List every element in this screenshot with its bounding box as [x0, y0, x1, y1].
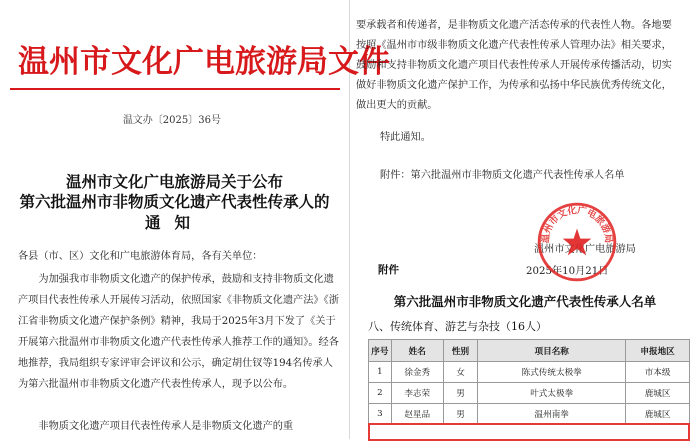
official-seal-icon [535, 200, 619, 284]
attachment-reference: 附件：第六批温州市非物质文化遗产代表性传承人名单 [380, 170, 625, 181]
svg-text:温州市文化广电旅游局: 温州市文化广电旅游局 [540, 205, 614, 244]
header-region: 申报地区 [626, 340, 690, 362]
closing-notice: 特此通知。 [380, 132, 431, 143]
cell-index: 3 [369, 404, 392, 425]
body-paragraph-2: 非物质文化遗产项目代表性传承人是非物质文化遗产的重 [38, 421, 294, 432]
document-header: 温州市文化广电旅游局文件 [18, 44, 390, 80]
continued-paragraph: 要承载者和传递者，是非物质文化遗产活态传承的代表性人物。各地要按照《温州市市级非物质文化遗产代表性传承人管理办法》相关要求，鼓励和支持非物质文化遗产项目代表性传承人开展传承传播活动，切实做好非物质文化遗产保护工作，为传承和弘扬中华民族优秀传统文化，做出更大的贡献。 [356, 20, 672, 111]
attachment-label: 附件 [378, 264, 399, 276]
addressee: 各县（市、区）文化和广电旅游体育局，各有关单位： [18, 251, 263, 262]
title-line-2: 第六批温州市非物质文化遗产代表性传承人的 [19, 192, 330, 211]
table-row [369, 362, 690, 383]
cell-gender: 男 [443, 404, 477, 425]
title-line-1: 温州市文化广电旅游局关于公布 [65, 172, 283, 191]
list-title: 第六批温州市非物质文化遗产代表性传承人名单 [393, 294, 657, 309]
table-row [369, 383, 690, 404]
header-index: 序号 [369, 340, 392, 362]
cell-gender: 男 [443, 383, 477, 404]
document-number: 温文办〔2025〕36号 [122, 115, 221, 126]
header-name: 姓名 [391, 340, 443, 362]
cell-name: 徐金秀 [391, 362, 443, 383]
body-paragraph-1: 为加强我市非物质文化遗产的保护传承，鼓励和支持非物质文化遗产项目代表性传承人开展传习活动，依照国家《非物质文化遗产法》《浙江省非物质文化遗产保护条例》精神，我局于2025年3月下发了《关于开展第六批温州市非物质文化遗产代表性传承人推荐工作的通知》。经各地推荐，我局组织专家评审会评议和公示，确定胡仕钗等194名传承人为第六批温州市非物质文化遗产代表性传承人，现予以公布。 [18, 274, 339, 390]
cell-project: 叶式太极拳 [478, 383, 626, 404]
cell-region: 鹿城区 [626, 383, 690, 404]
table-row [369, 404, 690, 425]
header-project: 项目名称 [478, 340, 626, 362]
category-heading: 八、传统体育、游艺与杂技（16人） [368, 320, 547, 333]
highlight-box [368, 423, 690, 441]
title-line-3: 通知 [144, 213, 204, 232]
cell-region: 市本级 [626, 362, 690, 383]
inheritor-table [368, 339, 690, 425]
issue-date: 2025年10月21日 [526, 266, 609, 277]
cell-name: 赵星品 [391, 404, 443, 425]
header-red-line [10, 88, 340, 90]
cell-region: 鹿城区 [626, 404, 690, 425]
cell-gender: 女 [443, 362, 477, 383]
issuer-name: 温州市文化广电旅游局 [534, 244, 636, 255]
cell-project: 陈式传统太极拳 [478, 362, 626, 383]
table-header-row [369, 340, 690, 362]
header-gender: 性别 [443, 340, 477, 362]
cell-index: 2 [369, 383, 392, 404]
cell-index: 1 [369, 362, 392, 383]
right-page [350, 0, 700, 439]
cell-name: 李志荣 [391, 383, 443, 404]
cell-project: 温州南拳 [478, 404, 626, 425]
